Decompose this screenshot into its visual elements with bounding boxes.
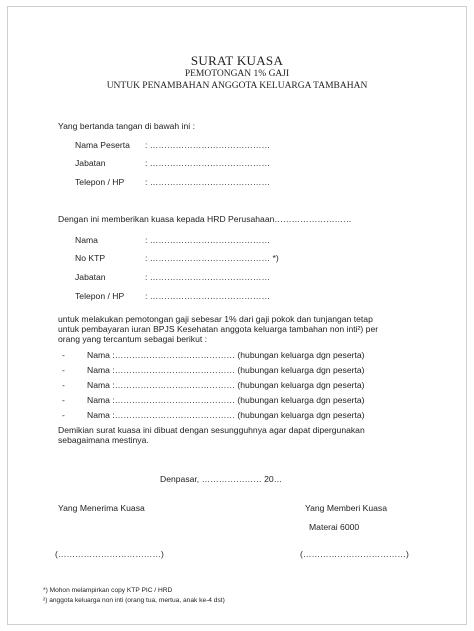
member-row-3: Nama :…………………………………… (hubungan keluarga dgn peserta)	[87, 380, 365, 390]
purpose-line-1: untuk melakukan pemotongan gaji sebesar 1% dari gaji pokok dan tunjangan tetap	[58, 314, 373, 324]
grantee-intro: Dengan ini memberikan kuasa kepada HRD Perusahaan………………………	[58, 214, 352, 224]
grantee-name-value: : ……………………………………	[145, 235, 271, 245]
grantee-phone-label: Telepon / HP	[75, 291, 125, 301]
member-bullet: -	[62, 410, 65, 420]
grantee-ktp-label: No KTP	[75, 253, 106, 263]
closing-line-1: Demikian surat kuasa ini dibuat dengan sesungguhnya agar dapat dipergunakan	[58, 425, 365, 435]
grantee-position-value: : ……………………………………	[145, 272, 271, 282]
grantee-name-label: Nama	[75, 235, 98, 245]
grantor-name-label: Nama Peserta	[75, 140, 130, 150]
document-subtitle-2: UNTUK PENAMBAHAN ANGGOTA KELUARGA TAMBAHAN	[106, 81, 368, 91]
member-bullet: -	[62, 365, 65, 375]
grantor-intro: Yang bertanda tangan di bawah ini :	[58, 121, 195, 131]
grantor-position-value: : ……………………………………	[145, 158, 271, 168]
grantor-phone-value: : ……………………………………	[145, 177, 271, 187]
grantor-position-label: Jabatan	[75, 158, 106, 168]
footnote-1: *) Mohon melampirkan copy KTP PIC / HRD	[43, 587, 173, 594]
grantee-position-label: Jabatan	[75, 272, 106, 282]
member-bullet: -	[62, 395, 65, 405]
receiver-signature-blank: (………………………………)	[55, 549, 164, 559]
member-row-5: Nama :…………………………………… (hubungan keluarga dgn peserta)	[87, 410, 365, 420]
grantor-name-value: : ……………………………………	[145, 140, 271, 150]
member-bullet: -	[62, 350, 65, 360]
footnote-2: ²) anggota keluarga non inti (orang tua, mertua, anak ke-4 dst)	[43, 597, 225, 604]
grantee-ktp-value: : …………………………………… *)	[145, 253, 279, 263]
giver-label: Yang Memberi Kuasa	[305, 503, 388, 513]
stamp-note: Materai 6000	[309, 522, 360, 532]
purpose-line-2: untuk pembayaran iuran BPJS Kesehatan anggota keluarga tambahan non inti²) per	[58, 324, 379, 334]
member-row-4: Nama :…………………………………… (hubungan keluarga dgn peserta)	[87, 395, 365, 405]
member-row-2: Nama :…………………………………… (hubungan keluarga dgn peserta)	[87, 365, 365, 375]
grantee-phone-value: : ……………………………………	[145, 291, 271, 301]
document-subtitle: PEMOTONGAN 1% GAJI	[184, 69, 290, 79]
member-bullet: -	[62, 380, 65, 390]
member-row-1: Nama :…………………………………… (hubungan keluarga dgn peserta)	[87, 350, 365, 360]
document-title: SURAT KUASA	[190, 53, 284, 68]
closing-line-2: sebagaimana mestinya.	[58, 435, 149, 445]
giver-signature-blank: (………………………………)	[300, 549, 409, 559]
grantor-phone-label: Telepon / HP	[75, 177, 125, 187]
place-date: Denpasar, ………………… 20…	[160, 474, 283, 484]
purpose-line-3: orang yang tercantum sebagai berikut :	[58, 334, 208, 344]
receiver-label: Yang Menerima Kuasa	[58, 503, 145, 513]
